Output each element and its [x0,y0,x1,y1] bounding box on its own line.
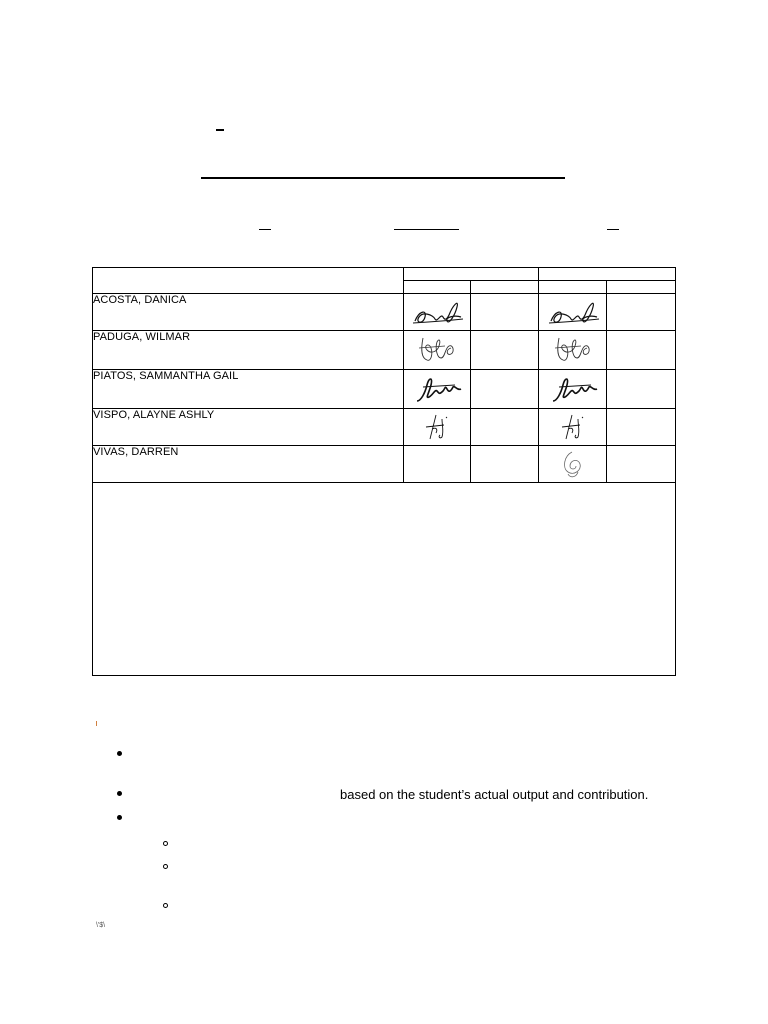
signature-cell [539,294,607,331]
signature-image [551,334,595,366]
header-sub-4 [607,281,676,294]
bullet-point [117,751,122,756]
signature-cell [404,294,471,331]
section-mark [96,721,97,726]
field-underline-2 [394,229,459,230]
sub-bullet [163,864,168,869]
table-row [93,294,676,331]
student-name: ACOSTA, DANICA [93,294,404,331]
signature-cell [539,446,607,483]
signature-cell [539,409,607,446]
peer-evaluation-table [92,267,676,676]
comments-box [93,483,676,676]
header-sub-3 [539,281,607,294]
header-sub-1 [404,281,471,294]
table-row [93,446,676,483]
signature-image [415,334,459,366]
bullet-point [117,815,122,820]
signature-cell [539,370,607,409]
signature-image [545,295,601,329]
signature-image [422,411,452,443]
title-underline [201,177,565,179]
signature-cell [404,370,471,409]
student-name: VIVAS, DARREN [93,446,404,483]
signature-image [409,295,465,329]
signature-cell [539,331,607,370]
sub-bullet [163,841,168,846]
sub-bullet [163,903,168,908]
footer-mark: \'$\ [96,922,106,929]
signature-cell [404,331,471,370]
signature-cell [404,446,471,483]
header-sub-2 [471,281,539,294]
header-name-cell [93,268,404,294]
header-group-1 [404,268,539,281]
title-dash [216,129,224,131]
signature-cell [404,409,471,446]
bullet-point [117,791,122,796]
student-name: PADUGA, WILMAR [93,331,404,370]
table-row [93,331,676,370]
signature-image [411,373,463,405]
signature-image [556,448,590,480]
student-name: VISPO, ALAYNE ASHLY [93,409,404,446]
signature-image [547,373,599,405]
field-underline-3 [607,229,619,230]
table-row [93,370,676,409]
table-row [93,409,676,446]
student-name: PIATOS, SAMMANTHA GAIL [93,370,404,409]
header-group-2 [539,268,676,281]
signature-image [558,411,588,443]
guideline-text: based on the student’s actual output and contribution. [340,787,649,802]
field-underline-1 [259,229,271,230]
